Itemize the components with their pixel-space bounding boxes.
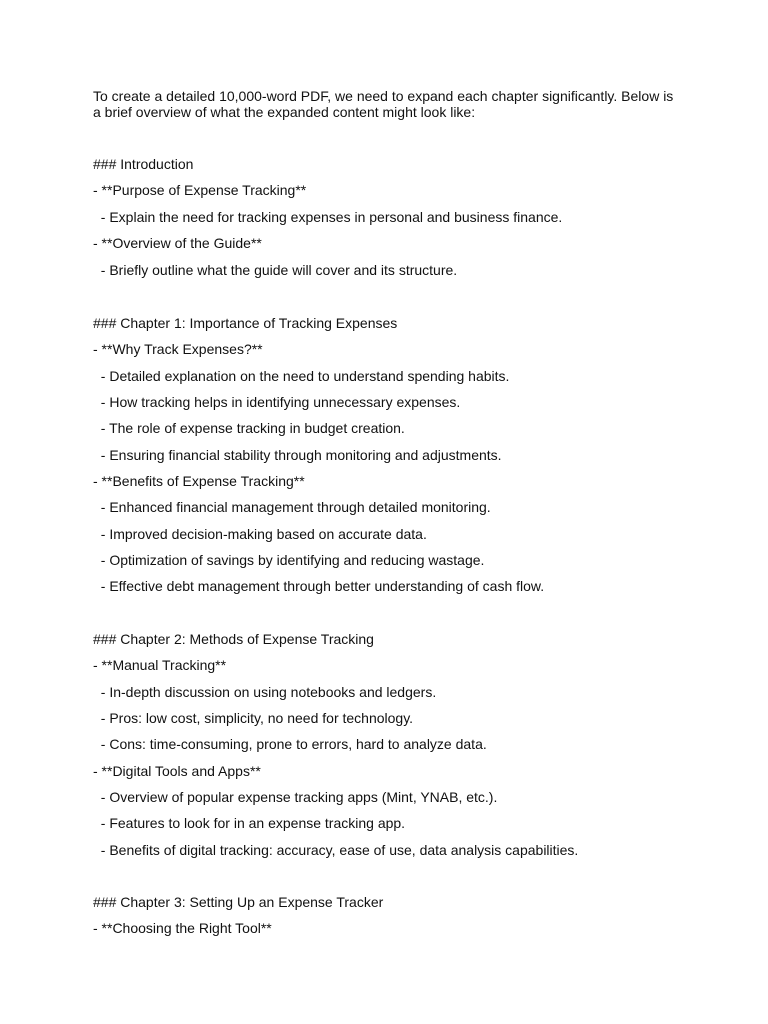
list-subitem: - Enhanced financial management through detailed monitoring. [93, 499, 491, 515]
list-subitem: - Improved decision-making based on accurate data. [93, 526, 427, 542]
list-subitem: - How tracking helps in identifying unnecessary expenses. [93, 394, 461, 410]
list-item: - **Purpose of Expense Tracking** [93, 182, 307, 198]
list-subitem: - Ensuring financial stability through monitoring and adjustments. [93, 447, 502, 463]
list-subitem: - Features to look for in an expense tracking app. [93, 815, 406, 831]
list-item: - **Benefits of Expense Tracking** [93, 473, 305, 489]
list-subitem: - Briefly outline what the guide will cover and its structure. [93, 262, 458, 278]
list-subitem: - Overview of popular expense tracking apps (Mint, YNAB, etc.). [93, 789, 498, 805]
list-item: - **Why Track Expenses?** [93, 341, 263, 357]
heading-chapter-3: ### Chapter 3: Setting Up an Expense Tracker [93, 894, 384, 910]
list-item: - **Manual Tracking** [93, 657, 227, 673]
intro-paragraph: To create a detailed 10,000-word PDF, we need to expand each chapter significantly. Below is a brief overview of what the expanded content might look like: [93, 88, 678, 120]
list-item: - **Digital Tools and Apps** [93, 763, 261, 779]
heading-chapter-1: ### Chapter 1: Importance of Tracking Expenses [93, 315, 398, 331]
heading-introduction: ### Introduction [93, 156, 194, 172]
list-subitem: - The role of expense tracking in budget creation. [93, 420, 405, 436]
list-subitem: - Detailed explanation on the need to understand spending habits. [93, 368, 510, 384]
list-subitem: - Effective debt management through better understanding of cash flow. [93, 578, 545, 594]
heading-chapter-2: ### Chapter 2: Methods of Expense Tracking [93, 631, 374, 647]
list-subitem: - Cons: time-consuming, prone to errors, hard to analyze data. [93, 736, 487, 752]
list-subitem: - Explain the need for tracking expenses in personal and business finance. [93, 209, 563, 225]
list-subitem: - Benefits of digital tracking: accuracy, ease of use, data analysis capabilities. [93, 842, 579, 858]
list-subitem: - In-depth discussion on using notebooks and ledgers. [93, 684, 437, 700]
list-subitem: - Optimization of savings by identifying and reducing wastage. [93, 552, 485, 568]
list-subitem: - Pros: low cost, simplicity, no need for technology. [93, 710, 414, 726]
list-item: - **Overview of the Guide** [93, 235, 262, 251]
list-item: - **Choosing the Right Tool** [93, 920, 272, 936]
